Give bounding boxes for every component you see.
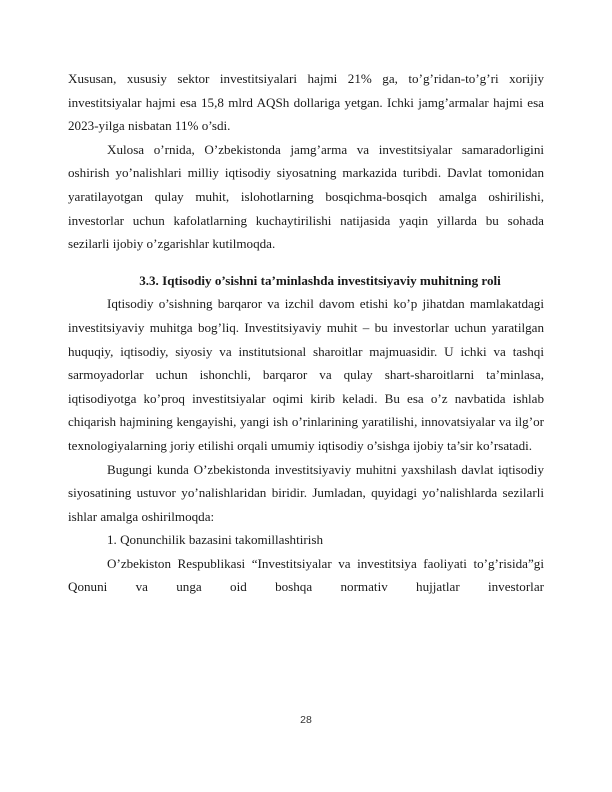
- section-heading: 3.3. Iqtisodiy o’sishni ta’minlashda investitsiyaviy muhitning roli: [139, 272, 501, 288]
- paragraph-conclusion: Xulosa o’rnida, O’zbekistonda jamg’arma va investitsiyalar samaradorligini oshirish yo’nalishlari milliy iqtisodiy siyosatning markazida turibdi. Davlat tomonidan yaratilayotgan qulay muhit, islohotlarning bosqichma-bosqich amalga oshirilishi, investorlar uchun kafolatlarning kuchaytirilishi natijasida yaqin yillarda bu sohada sezilarli ijobiy o’zgarishlar kutilmoqda.: [68, 141, 544, 252]
- paragraph-investment-law: O’zbekiston Respublikasi “Investitsiyalar va investitsiya faoliyati to’g’risida”gi Qonuni va unga oid boshqa normativ hujjatlar investorlar: [68, 555, 544, 595]
- paragraph-uzbekistan-policy: Bugungi kunda O’zbekistonda investitsiyaviy muhitni yaxshilash davlat iqtisodiy siyosatining ustuvor yo’nalishlaridan biridir. Jumladan, quyidagi yo’nalishlarda sezilarli ishlar amalga oshirilmoqda:: [68, 461, 544, 524]
- list-item-legislation: 1. Qonunchilik bazasini takomillashtirish: [107, 532, 324, 548]
- page-number: 28: [300, 714, 312, 726]
- paragraph-investment-climate: Iqtisodiy o’sishning barqaror va izchil davom etishi ko’p jihatdan mamlakatdagi investitsiyaviy muhitga bog’liq. Investitsiyaviy muhit – bu investorlar uchun yaratilgan huquqiy, iqtisodiy, siyosiy va institutsional sharoitlar majmuasidir. U ichki va tashqi sarmoyadorlar uchun ishonchli, barqaror va qulay shart-sharoitlarni ta’minlasa, iqtisodiyotga ko’proq investitsiyalar oqimi kirib keladi. Bu esa o’z navbatida ishlab chiqarish hajmining kengayishi, yangi ish o’rinlarining yaratilishi, innovatsiyalar va ilg’or texnologiyalarning joriy etilishi orqali umumiy iqtisodiy o’sishga ijobiy ta’sir ko’rsatadi.: [68, 296, 544, 453]
- paragraph-private-sector-investment: Xususan, xususiy sektor investitsiyalari hajmi 21% ga, to’g’ridan-to’g’ri xorijiy investitsiyalar hajmi esa 15,8 mlrd AQSh dollariga yetgan. Ichki jamg’armalar hajmi esa 2023-yilga nisbatan 11% o’sdi.: [68, 71, 544, 134]
- document-page: [68, 67, 544, 599]
